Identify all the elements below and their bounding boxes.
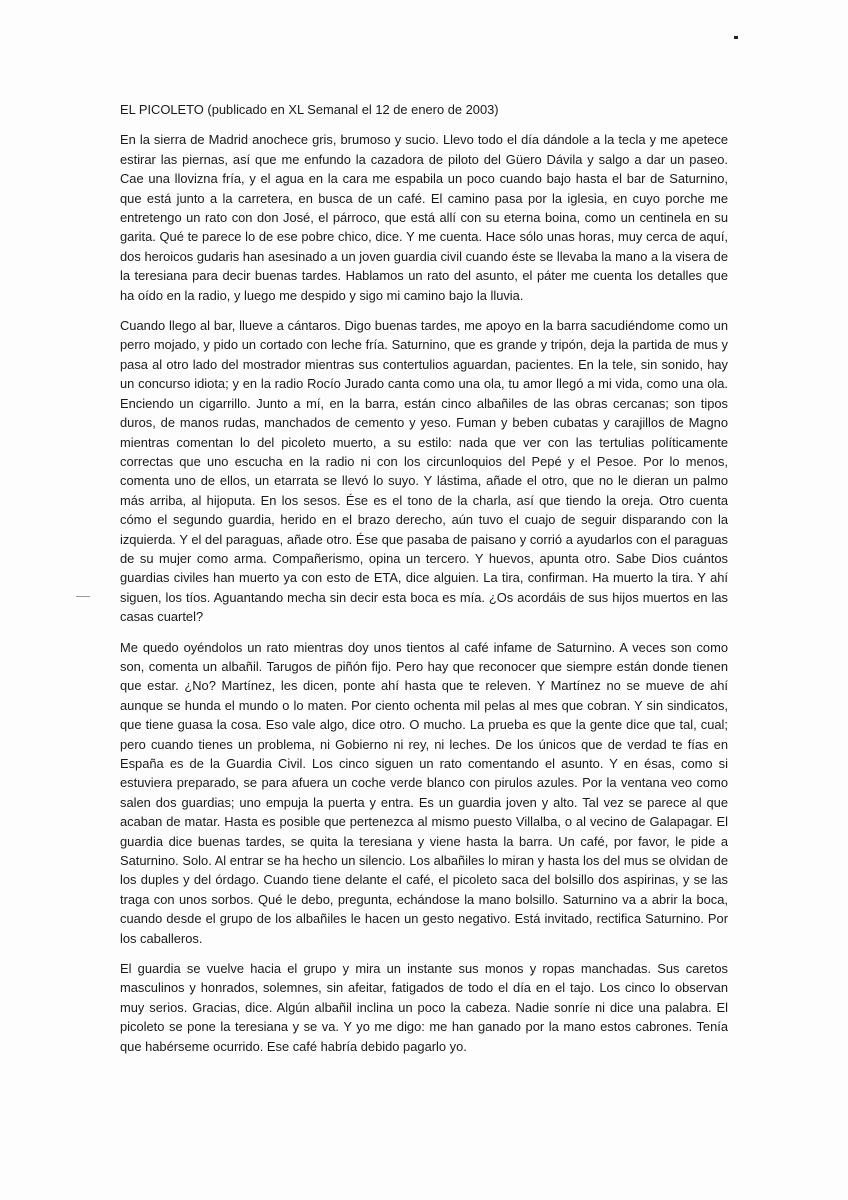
paragraph-4: El guardia se vuelve hacia el grupo y mira un instante sus monos y ropas manchadas. Sus caretos masculinos y honrados, solemnes, sin afeitar, fatigados de todo el día en el tajo. Los cinco lo observan muy serios. Gracias, dice. Algún albañil inclina un poco la cabeza. Nadie sonríe ni dice una palabra. El picoleto se pone la teresiana y se va. Y yo me digo: me han ganado por la mano estos cabrones. Tenía que habérseme ocurrido. Ese café habría debido pagarlo yo. xyxy=(120,961,728,1054)
paragraph-3: Me quedo oyéndolos un rato mientras doy unos tientos al café infame de Saturnino. A veces son como son, comenta un albañil. Tarugos de piñón fijo. Pero hay que reconocer que siempre están donde tienen que estar. ¿No? Martínez, les dicen, ponte ahí hasta que te releven. Y Martínez no se mueve de ahí aunque se hunda el mundo o lo maten. Por ciento ochenta mil pelas al mes que cobran. Y sin sindicatos, que tiene guasa la cosa. Eso vale algo, dice otro. O mucho. La prueba es que la gente dice que tal, cual; pero cuando tienes un problema, ni Gobierno ni rey, ni leches. De los únicos que de verdad te fías en España es de la Guardia Civil. Los cinco siguen un rato comentando el asunto. Y en ésas, como si estuviera preparado, se para afuera un coche verde blanco con pirulos azules. Por la ventana veo como salen dos guardias; uno empuja la puerta y entra. Es un guardia joven y alto. Tal vez se parece al que acaban de matar. Hasta es posible que pertenezca al mismo puesto Villalba, o al vecino de Galapagar. El guardia dice buenas tardes, se quita la teresiana y viene hasta la barra. Un café, por favor, le pide a Saturnino. Solo. Al entrar se ha hecho un silencio. Los albañiles lo miran y hasta los del mus se olvidan de los duples y del órdago. Cuando tiene delante el café, el picoleto saca del bolsillo dos aspirinas, y se las traga con unos sorbos. Qué le debo, pregunta, echándose la mano bolsillo. Saturnino va a abrir la boca, cuando desde el grupo de los albañiles le hacen un gesto negativo. Está invitado, rectifica Saturnino. Por los caballeros. xyxy=(120,639,728,946)
paragraph-2: Cuando llego al bar, llueve a cántaros. Digo buenas tardes, me apoyo en la barra sacudiéndome como un perro mojado, y pido un cortado con leche fría. Saturnino, que es grande y tripón, deja la partida de mus y pasa al otro lado del mostrador mientras sus contertulios aguardan, pacientes. En la tele, sin sonido, hay un concurso idiota; y en la radio Rocío Jurado canta como una ola, tu amor llegó a mi vida, como una ola. Enciendo un cigarrillo. Junto a mí, en la barra, están cinco albañiles de las obras cercanas; son tipos duros, de manos rudas, manchados de cemento y yeso. Fuman y beben cubatas y carajillos de Magno mientras comentan lo del picoleto muerto, a su estilo: nada que ver con las tertulias políticamente correctas que uno escucha en la radio ni con los circunloquios del Pepé y el Pesoe. Por lo menos, comenta uno de ellos, un etarrata se llevó lo suyo. Y lástima, añade el otro, que no le dieran un palmo más arriba, al hijoputa. En los sesos. Ése es el tono de la charla, así que tiendo la oreja. Otro cuenta cómo el segundo guardia, herido en el brazo derecho, aún tuvo el cuajo de seguir disparando con la izquierda. Y el del paraguas, añade otro. Ése que pasaba de paisano y corrió a ayudarlos con el paraguas de su mujer como arma. Compañerismo, opina un tercero. Y huevos, apunta otro. Sabe Dios cuántos guardias civiles han muerto ya con esto de ETA, dice alguien. La tira, confirman. Ha muerto la tira. Y ahí siguen, los tíos. Aguantando mecha sin decir esta boca es mía. ¿Os acordáis de sus hijos muertos en las casas cuartel? xyxy=(120,318,728,625)
paragraph-1: En la sierra de Madrid anochece gris, brumoso y sucio. Llevo todo el día dándole a la tecla y me apetece estirar las piernas, así que me enfundo la cazadora de piloto del Güero Dávila y salgo a dar un paseo. Cae una llovizna fría, y el agua en la cara me espabila un poco cuando bajo hasta el bar de Saturnino, que está junto a la carretera, en busca de un café. El camino pasa por la iglesia, en cuyo porche me entretengo un rato con don José, el párroco, que está allí con su eterna boina, como un centinela en su garita. Qué te parece lo de ese pobre chico, dice. Y me cuenta. Hace sólo unas horas, muy cerca de aquí, dos heroicos gudaris han asesinado a un joven guardia civil cuando éste se llevaba la mano a la visera de la teresiana para decir buenas tardes. Hablamos un rato del asunto, el páter me cuenta los detalles que ha oído en la radio, y luego me despido y sigo mi camino bajo la lluvia. xyxy=(120,132,728,303)
article-title: EL PICOLETO (publicado en XL Semanal el 12 de enero de 2003) xyxy=(120,102,499,117)
margin-dash-mark xyxy=(76,596,90,597)
ink-dot-mark xyxy=(734,36,738,39)
article-body xyxy=(120,100,728,1067)
